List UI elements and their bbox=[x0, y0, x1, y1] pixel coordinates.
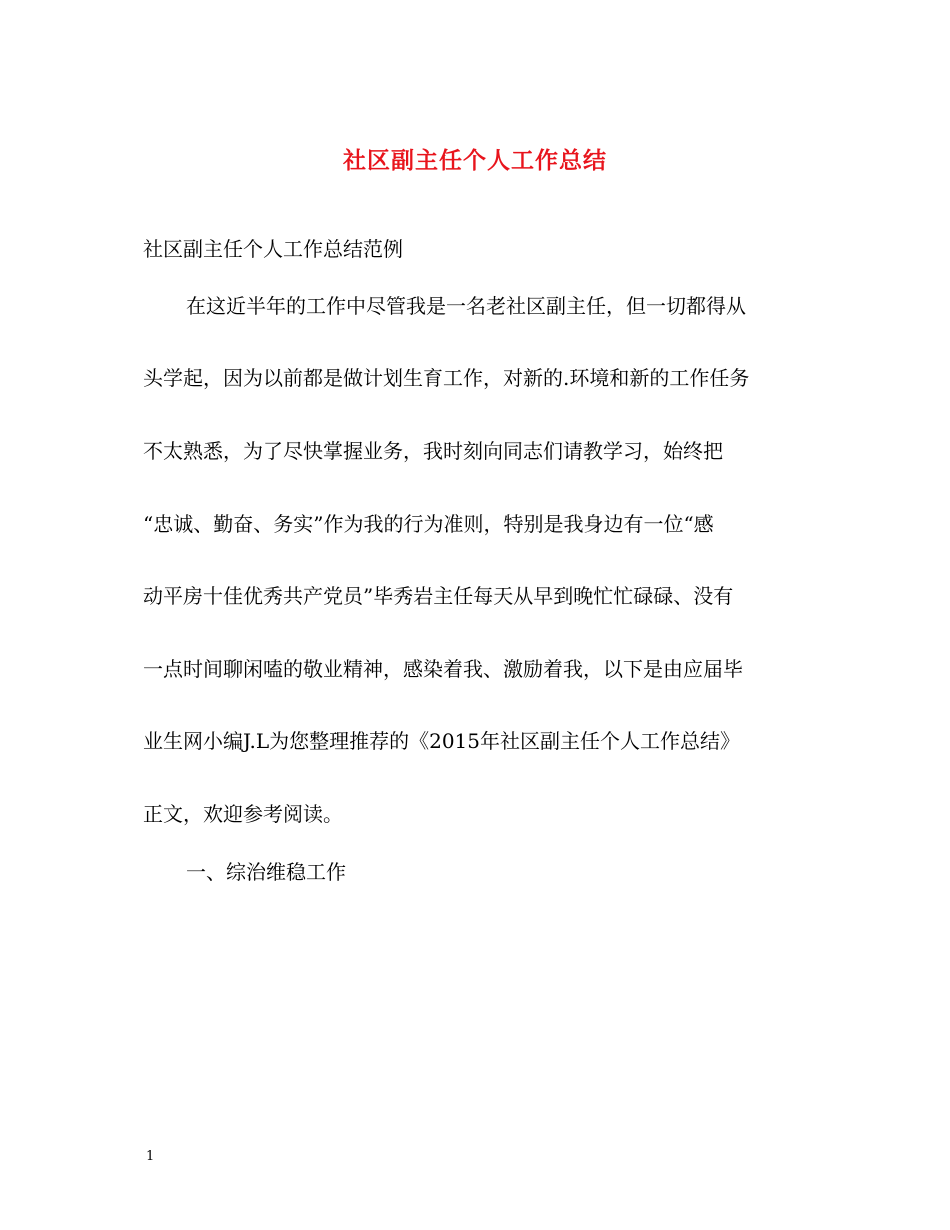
section-heading: 一、综治维稳工作 bbox=[186, 860, 346, 884]
document-title: 社区副主任个人工作总结 bbox=[343, 147, 607, 174]
document-subtitle: 社区副主任个人工作总结范例 bbox=[143, 237, 403, 261]
body-line-5: 动平房十佳优秀共产党员”毕秀岩主任每天从早到晚忙忙碌碌、没有 bbox=[143, 584, 734, 608]
body-line-7: 业生网小编J.L为您整理推荐的《2015年社区副主任个人工作总结》 bbox=[143, 729, 741, 753]
body-line-8: 正文，欢迎参考阅读。 bbox=[143, 802, 343, 826]
body-line-2: 头学起，因为以前都是做计划生育工作，对新的.环境和新的工作任务 bbox=[143, 366, 750, 390]
body-line-1: 在这近半年的工作中尽管我是一名老社区副主任，但一切都得从 bbox=[186, 294, 746, 318]
body-line-3: 不太熟悉，为了尽快掌握业务，我时刻向同志们请教学习，始终把 bbox=[143, 439, 723, 463]
body-line-6: 一点时间聊闲嗑的敬业精神，感染着我、激励着我，以下是由应届毕 bbox=[143, 657, 743, 681]
body-line-4: “忠诚、勤奋、务实”作为我的行为准则，特别是我身边有一位“感 bbox=[143, 512, 714, 536]
page-number: 1 bbox=[146, 1149, 155, 1164]
